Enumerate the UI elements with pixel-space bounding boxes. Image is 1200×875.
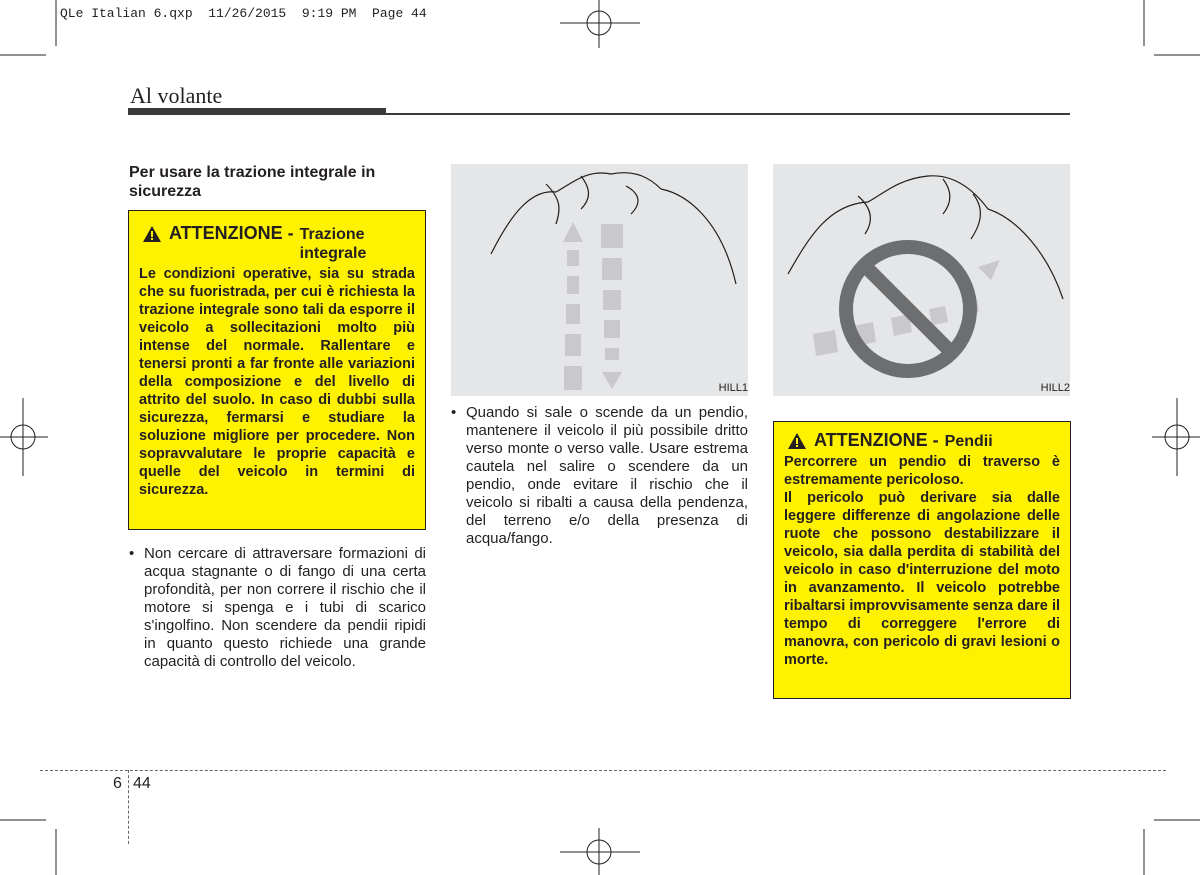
footer-rule — [40, 770, 1166, 771]
bullet-text: Non cercare di attraversare formazioni di acqua stagnante o di fango di una certa profondità, per non correre il rischio che il motore si spenga e i tubi di scarico s'ingolfino. Non scendere da pendii ripidi in quanto questo richiede una grande capacità di controllo del veicolo. — [144, 545, 426, 670]
figure-hill2 — [773, 164, 1070, 396]
warning-subtitle-line1: Trazione — [299, 226, 365, 243]
bullet-dot: • — [451, 404, 457, 421]
warning-label: ATTENZIONE - — [169, 223, 294, 243]
warning-header — [139, 223, 415, 263]
hill-illustration-diagonal — [773, 164, 1070, 396]
figure-label: HILL1 — [718, 382, 748, 394]
warning-box-awd — [128, 210, 426, 530]
prohibition-icon — [846, 247, 970, 371]
warning-triangle-icon — [143, 226, 161, 242]
warning-subtitle-line2: integrale — [299, 245, 367, 262]
figure-hill1 — [451, 164, 748, 396]
down-arrow-icon — [601, 224, 623, 389]
warning-box-slopes — [773, 421, 1071, 699]
footer-divider — [128, 770, 129, 844]
warning-paragraph: Il pericolo può derivare sia dalle leggere differenze di angolazione delle ruote che possono destabilizzare il veicolo, sia dalla perdita di stabilità del veicolo in caso d'interruzione del moto in avanzamento. Il veicolo potrebbe ribaltarsi improvvisamente senza dare il tempo di correggere l'errore di manovra, con pericolo di gravi lesioni o morte. — [784, 490, 1060, 668]
warning-triangle-icon — [788, 433, 806, 449]
warning-label: ATTENZIONE - — [814, 430, 939, 450]
bullet-item — [129, 545, 426, 671]
warning-body — [784, 453, 1060, 669]
warning-subtitle — [300, 225, 367, 263]
hill-illustration-straight — [451, 164, 748, 396]
bullet-text: Quando si sale o scende da un pendio, mantenere il veicolo il più possibile dritto verso monte o verso valle. Usare estrema cautela nel salire o scendere da un pendio, onde evitare il rischio che il veicolo si ribalti a causa della pendenza, del terreno e/o della presenza di acqua/fango. — [466, 404, 748, 547]
page-number: 44 — [133, 775, 151, 792]
subheading: Per usare la trazione integrale in sicurezza — [129, 164, 376, 200]
section-title: Al volante — [130, 83, 223, 108]
header-rule-thick — [128, 108, 386, 115]
up-arrow-icon — [563, 222, 583, 390]
bullet-item — [451, 404, 748, 548]
warning-subtitle: Pendii — [944, 433, 993, 450]
chapter-number: 6 — [113, 775, 122, 792]
warning-paragraph: Percorrere un pendio di traverso è estremamente pericoloso. — [784, 454, 1060, 488]
warning-header — [784, 430, 1060, 451]
print-slug: QLe Italian 6.qxp 11/26/2015 9:19 PM Page 44 — [60, 6, 427, 21]
figure-label: HILL2 — [1040, 382, 1070, 394]
header-rule-thin — [386, 113, 1070, 115]
warning-body: Le condizioni operative, sia su strada che su fuoristrada, per cui è richiesta la trazione integrale sono tali da esporre il veicolo a sollecitazioni molto più intense del normale. Rallentare e tenersi pronti a far fronte alle variazioni della composizione e del livello di attrito del suolo. In caso di dubbi sulla sicurezza, fermarsi e studiare la soluzione migliore per procedere. Non sopravvalutare le proprie capacità e quelle del veicolo in termini di sicurezza. — [139, 266, 415, 498]
bullet-dot: • — [129, 545, 135, 562]
